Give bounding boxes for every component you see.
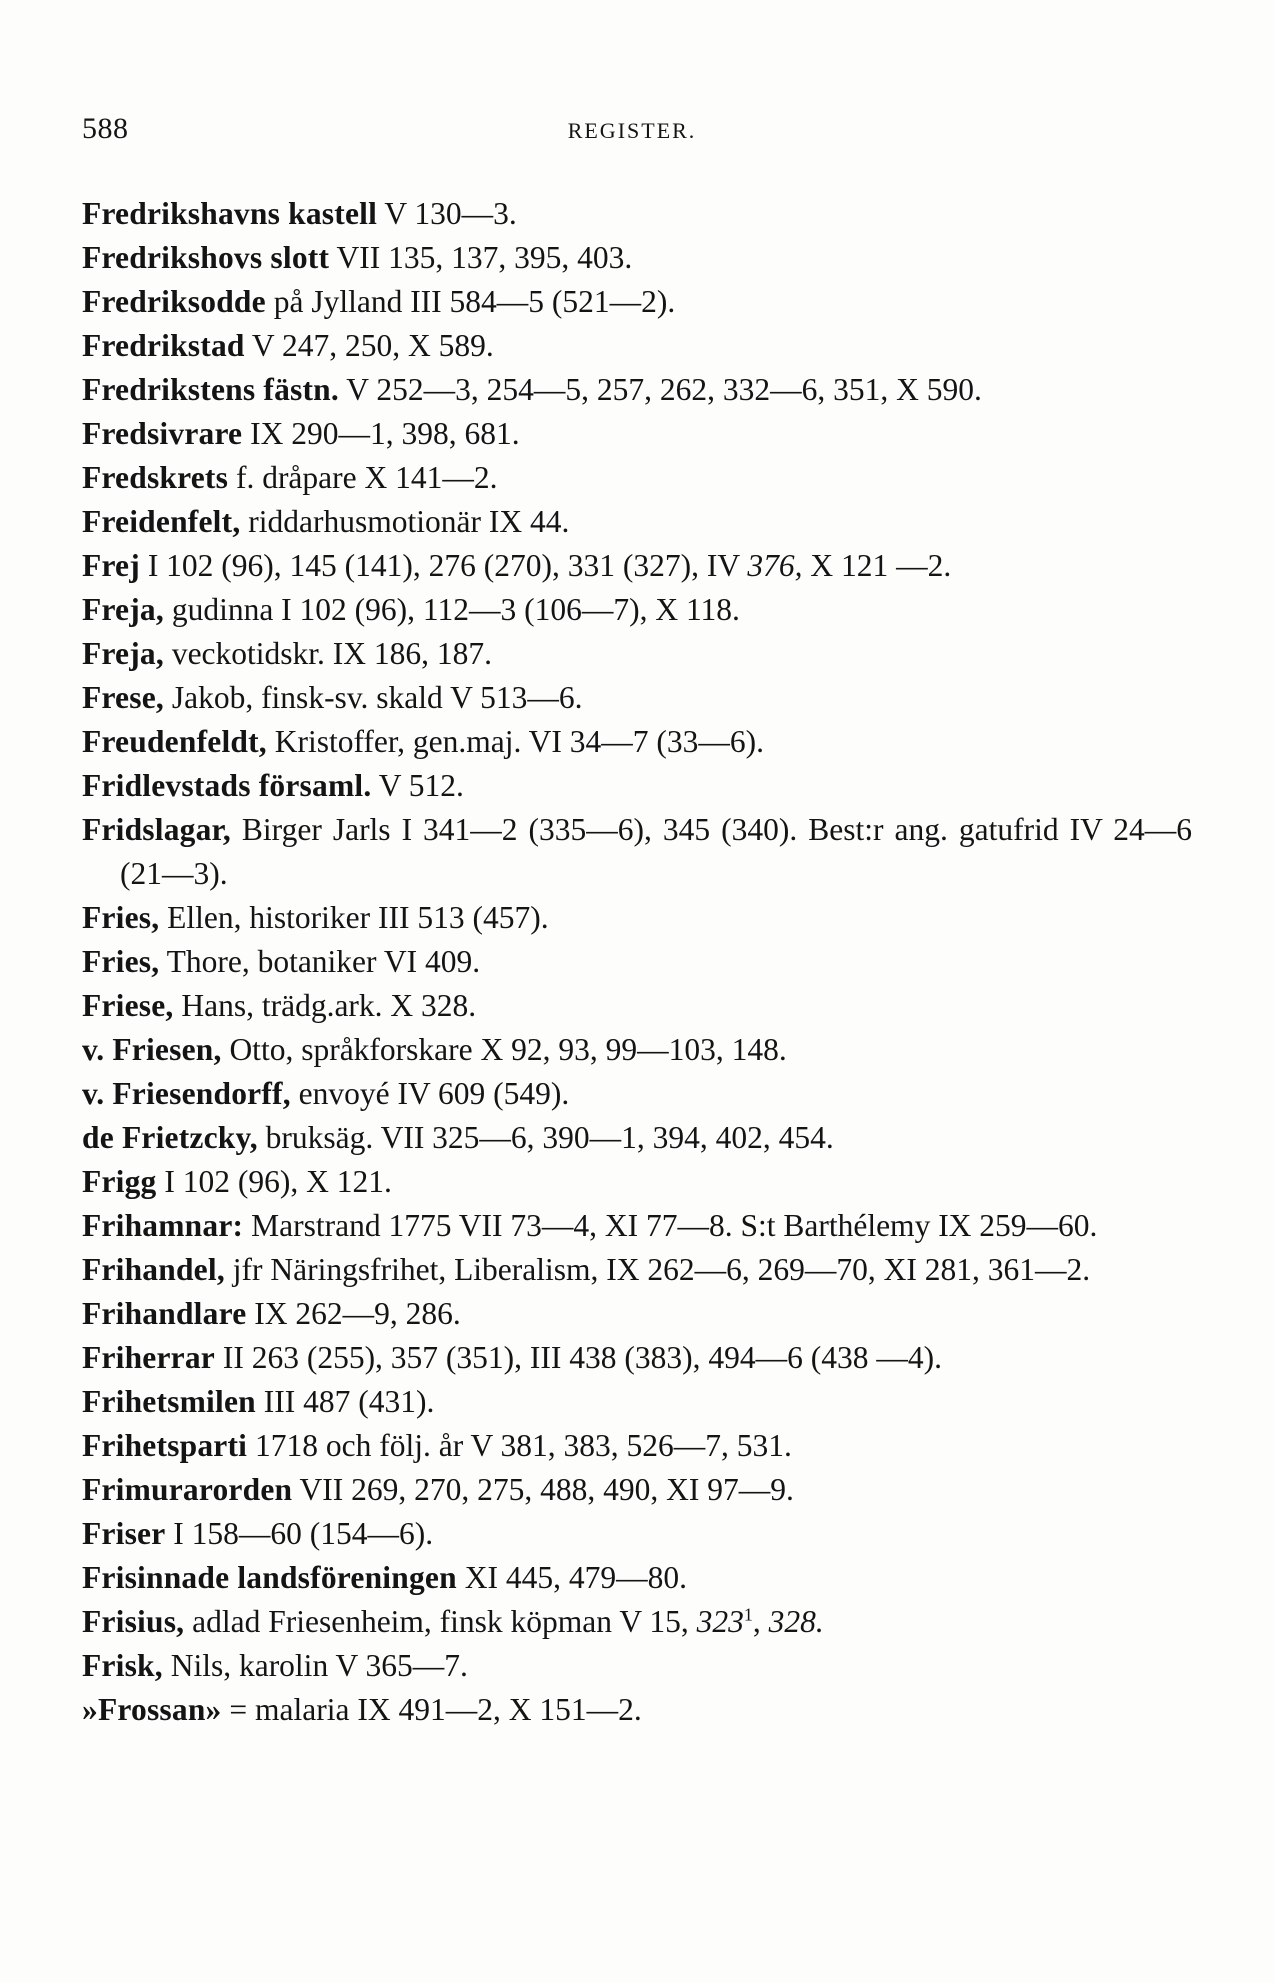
register-entry — [82, 1116, 1192, 1160]
entry-italic-ref: 323 — [696, 1604, 744, 1639]
entry-text: XI 445, 479—80. — [456, 1560, 687, 1595]
entry-headword: Fredsivrare — [82, 416, 243, 451]
register-entry — [82, 588, 1192, 632]
register-entry — [82, 1688, 1192, 1732]
register-entries — [82, 192, 1192, 1732]
register-entry — [82, 456, 1192, 500]
register-entry — [82, 1512, 1192, 1556]
entry-text-continued: X 121 —2. — [802, 548, 952, 583]
entry-headword: Frisius, — [82, 1604, 185, 1639]
register-entry — [82, 280, 1192, 324]
register-entry — [82, 1028, 1192, 1072]
entry-headword: de Frietzcky, — [82, 1120, 258, 1155]
entry-headword: Frihetsparti — [82, 1428, 248, 1463]
entry-headword: Fridlevstads församl. — [82, 768, 372, 803]
entry-text: III 487 (431). — [255, 1384, 435, 1419]
entry-text: Ellen, historiker III 513 (457). — [159, 900, 549, 935]
register-entry — [82, 720, 1192, 764]
entry-headword: Fredrikshovs slott — [82, 240, 330, 275]
register-entry — [82, 1292, 1192, 1336]
entry-text: V 130—3. — [377, 196, 517, 231]
entry-headword: Friherrar — [82, 1340, 215, 1375]
entry-headword: Frisk, — [82, 1648, 163, 1683]
entry-headword: v. Friesendorff, — [82, 1076, 291, 1111]
register-entry — [82, 412, 1192, 456]
entry-headword: Fredrikstad — [82, 328, 245, 363]
entry-text: Jakob, finsk-sv. skald V 513—6. — [163, 680, 583, 715]
entry-text: IX 262—9, 286. — [246, 1296, 461, 1331]
entry-headword: Frigg — [82, 1164, 157, 1199]
entry-text: IX 290—1, 398, 681. — [242, 416, 520, 451]
register-entry — [82, 1072, 1192, 1116]
entry-headword: Frihandlare — [82, 1296, 247, 1331]
entry-headword: Frihandel, — [82, 1252, 225, 1287]
entry-text: bruksäg. VII 325—6, 390—1, 394, 402, 454. — [257, 1120, 834, 1155]
register-entry — [82, 676, 1192, 720]
register-entry — [82, 1556, 1192, 1600]
register-entry — [82, 1336, 1192, 1380]
entry-headword: v. Friesen, — [82, 1032, 222, 1067]
entry-text: = malaria IX 491—2, X 151—2. — [221, 1692, 642, 1727]
entry-text: 1718 och följ. år V 381, 383, 526—7, 531. — [247, 1428, 792, 1463]
entry-headword: Friser — [82, 1516, 166, 1551]
entry-italic-ref: 376, — [747, 548, 803, 583]
entry-headword: Fridslagar, — [82, 812, 231, 847]
entry-headword: Frihetsmilen — [82, 1384, 256, 1419]
entry-superscript: 1 — [743, 1604, 753, 1625]
register-entry — [82, 500, 1192, 544]
entry-text: II 263 (255), 357 (351), III 438 (383), 494—6 (438 —4). — [214, 1340, 942, 1375]
register-entry — [82, 1248, 1192, 1292]
page-header — [82, 112, 1182, 152]
entry-text: Thore, botaniker VI 409. — [159, 944, 481, 979]
register-entry — [82, 632, 1192, 676]
entry-text: Nils, karolin V 365—7. — [162, 1648, 468, 1683]
entry-text: Kristoffer, gen.maj. VI 34—7 (33—6). — [266, 724, 764, 759]
entry-headword: Frihamnar: — [82, 1208, 244, 1243]
entry-text: jfr Näringsfrihet, Liberalism, IX 262—6, 269—70, XI 281, 361—2. — [224, 1252, 1091, 1287]
entry-text: VII 269, 270, 275, 488, 490, XI 97—9. — [292, 1472, 794, 1507]
entry-headword: Fries, — [82, 900, 160, 935]
entry-text-continued: , — [752, 1604, 769, 1639]
entry-headword: Fredskrets — [82, 460, 229, 495]
register-entry — [82, 192, 1192, 236]
entry-text: gudinna I 102 (96), 112—3 (106—7), X 118. — [163, 592, 740, 627]
entry-text: på Jylland III 584—5 (521—2). — [265, 284, 676, 319]
entry-text: f. dråpare X 141—2. — [228, 460, 498, 495]
entry-text: Hans, trädg.ark. X 328. — [173, 988, 477, 1023]
entry-text: V 512. — [371, 768, 464, 803]
entry-headword: Friese, — [82, 988, 174, 1023]
register-entry — [82, 896, 1192, 940]
entry-text: V 247, 250, X 589. — [244, 328, 494, 363]
register-entry — [82, 764, 1192, 808]
register-entry — [82, 236, 1192, 280]
register-entry — [82, 940, 1192, 984]
entry-headword: Frese, — [82, 680, 164, 715]
entry-headword: Freudenfeldt, — [82, 724, 267, 759]
entry-text: VII 135, 137, 395, 403. — [329, 240, 633, 275]
register-entry — [82, 544, 1192, 588]
entry-headword: Frej — [82, 548, 140, 583]
entry-headword: Fredriksodde — [82, 284, 266, 319]
running-title: REGISTER. — [567, 118, 697, 143]
entry-headword: Fredrikshavns kastell — [82, 196, 378, 231]
register-entry — [82, 984, 1192, 1028]
register-entry — [82, 808, 1192, 896]
entry-text: I 102 (96), X 121. — [156, 1164, 392, 1199]
register-entry — [82, 324, 1192, 368]
entry-text: riddarhusmotionär IX 44. — [240, 504, 570, 539]
register-entry — [82, 368, 1192, 412]
entry-text: I 158—60 (154—6). — [165, 1516, 434, 1551]
entry-headword: Frisinnade landsföreningen — [82, 1560, 457, 1595]
entry-text: Birger Jarls I 341—2 (335—6), 345 (340). Best:r ang. gatufrid IV 24—6 (21—3). — [120, 812, 1192, 891]
register-entry — [82, 1600, 1192, 1644]
register-entry — [82, 1204, 1192, 1248]
register-entry — [82, 1380, 1192, 1424]
page-number: 588 — [82, 112, 129, 145]
entry-headword: Freja, — [82, 592, 164, 627]
entry-text: I 102 (96), 145 (141), 276 (270), 331 (327), IV — [139, 548, 748, 583]
entry-text: adlad Friesenheim, finsk köpman V 15, — [184, 1604, 697, 1639]
entry-text: Marstrand 1775 VII 73—4, XI 77—8. S:t Barthélemy IX 259—60. — [243, 1208, 1098, 1243]
entry-text: V 252—3, 254—5, 257, 262, 332—6, 351, X 590. — [338, 372, 982, 407]
entry-headword: Freja, — [82, 636, 164, 671]
entry-text: Otto, språkforskare X 92, 93, 99—103, 148. — [221, 1032, 787, 1067]
entry-italic-ref: 328. — [768, 1604, 824, 1639]
entry-headword: Fries, — [82, 944, 160, 979]
register-entry — [82, 1468, 1192, 1512]
entry-headword: Freidenfelt, — [82, 504, 241, 539]
entry-text: envoyé IV 609 (549). — [290, 1076, 570, 1111]
entry-headword: Fredrikstens fästn. — [82, 372, 339, 407]
register-entry — [82, 1424, 1192, 1468]
entry-text: veckotidskr. IX 186, 187. — [163, 636, 493, 671]
register-entry — [82, 1644, 1192, 1688]
register-entry — [82, 1160, 1192, 1204]
entry-headword: Frimurarorden — [82, 1472, 293, 1507]
entry-headword: »Frossan» — [82, 1692, 222, 1727]
